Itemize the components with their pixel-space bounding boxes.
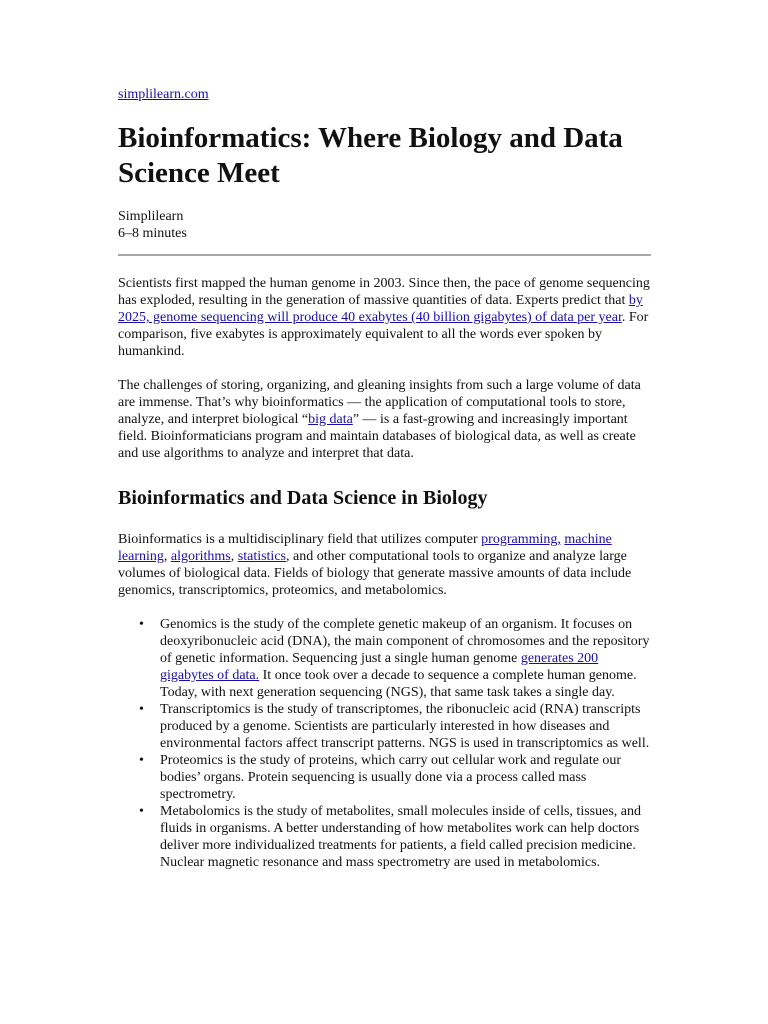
statistics-link[interactable]: statistics bbox=[237, 549, 286, 564]
list-item-text: Transcriptomics is the study of transcriptomes, the ribonucleic acid (RNA) transcripts produced by a genome. Scientists are particularly interested in how diseases and environmental factors affect transcript patterns. NGS is used in transcriptomics as well. bbox=[160, 702, 650, 751]
paragraph-text: , and other computational tools to organize and analyze large volumes of biological data. Fields of biology that generate massive amounts of data include genomics, transcriptomics, proteomics, and metabolomics. bbox=[118, 549, 632, 598]
section-heading: Bioinformatics and Data Science in Biology bbox=[118, 487, 488, 509]
list-item-text: It once took over a decade to sequence a complete human genome. Today, with next generation sequencing (NGS), that same task takes a single day. bbox=[160, 668, 637, 700]
list-item-transcriptomics bbox=[139, 701, 651, 752]
list-item-genomics bbox=[139, 616, 651, 701]
algorithms-link[interactable]: algorithms bbox=[170, 549, 231, 564]
paragraph-text: , bbox=[230, 549, 238, 564]
list-item-text: Metabolomics is the study of metabolites, small molecules inside of cells, tissues, and fluids in organisms. A better understanding of how metabolites work can help doctors deliver more individualized treatments for patients, a field called precision medicine. Nuclear magnetic resonance and mass spectrometry are used in metabolomics. bbox=[160, 804, 641, 870]
bullet-icon: • bbox=[139, 753, 144, 768]
paragraph-text: ” — is a fast-growing and increasingly important field. Bioinformaticians program and maintain databases of biological data, as well as create and use algorithms to analyze and interpret that data. bbox=[118, 412, 636, 461]
article-page bbox=[118, 86, 651, 871]
paragraph-text: Scientists first mapped the human genome in 2003. Since then, the pace of genome sequencing has exploded, resulting in the generation of massive quantities of data. Experts predict that bbox=[118, 276, 650, 308]
author: Simplilearn bbox=[118, 209, 184, 224]
paragraph-text: Bioinformatics is a multidisciplinary field that utilizes computer bbox=[118, 532, 482, 547]
paragraph-fields bbox=[118, 531, 651, 599]
bullet-icon: • bbox=[139, 804, 144, 819]
read-time: 6–8 minutes bbox=[118, 226, 187, 241]
fields-list bbox=[118, 616, 651, 871]
big-data-link[interactable]: big data bbox=[308, 412, 353, 427]
byline bbox=[118, 208, 651, 242]
divider bbox=[118, 254, 651, 256]
programming-link[interactable]: programming, bbox=[481, 532, 561, 547]
paragraph-challenges bbox=[118, 377, 651, 462]
genome-data-link[interactable]: by 2025, genome sequencing will produce 40 exabytes (40 billion gigabytes) of data per year bbox=[118, 293, 643, 325]
list-item-proteomics bbox=[139, 752, 651, 803]
machine-learning-link[interactable]: machine learning bbox=[118, 532, 612, 564]
genome-gigabytes-link[interactable]: generates 200 gigabytes of data. bbox=[160, 651, 599, 683]
list-item-metabolomics bbox=[139, 803, 651, 871]
list-item-text: Genomics is the study of the complete genetic makeup of an organism. It focuses on deoxyribonucleic acid (DNA), the main component of chromosomes and the repository of genetic information. Sequencing just a single human genome bbox=[160, 617, 650, 666]
article-title: Bioinformatics: Where Biology and Data Science Meet bbox=[118, 122, 623, 189]
bullet-icon: • bbox=[139, 702, 144, 717]
paragraph-text: The challenges of storing, organizing, and gleaning insights from such a large volume of data are immense. That’s why bioinformatics — the application of computational tools to store, analyze, and interpret biological “ bbox=[118, 378, 641, 427]
bullet-icon: • bbox=[139, 617, 144, 632]
paragraph-intro bbox=[118, 275, 651, 360]
paragraph-text: , bbox=[163, 549, 171, 564]
paragraph-text: . For comparison, five exabytes is approximately equivalent to all the words ever spoken by humankind. bbox=[118, 310, 649, 359]
source-link[interactable]: simplilearn.com bbox=[118, 87, 209, 102]
list-item-text: Proteomics is the study of proteins, which carry out cellular work and regulate our bodies’ organs. Protein sequencing is usually done via a process called mass spectrometry. bbox=[160, 753, 622, 802]
